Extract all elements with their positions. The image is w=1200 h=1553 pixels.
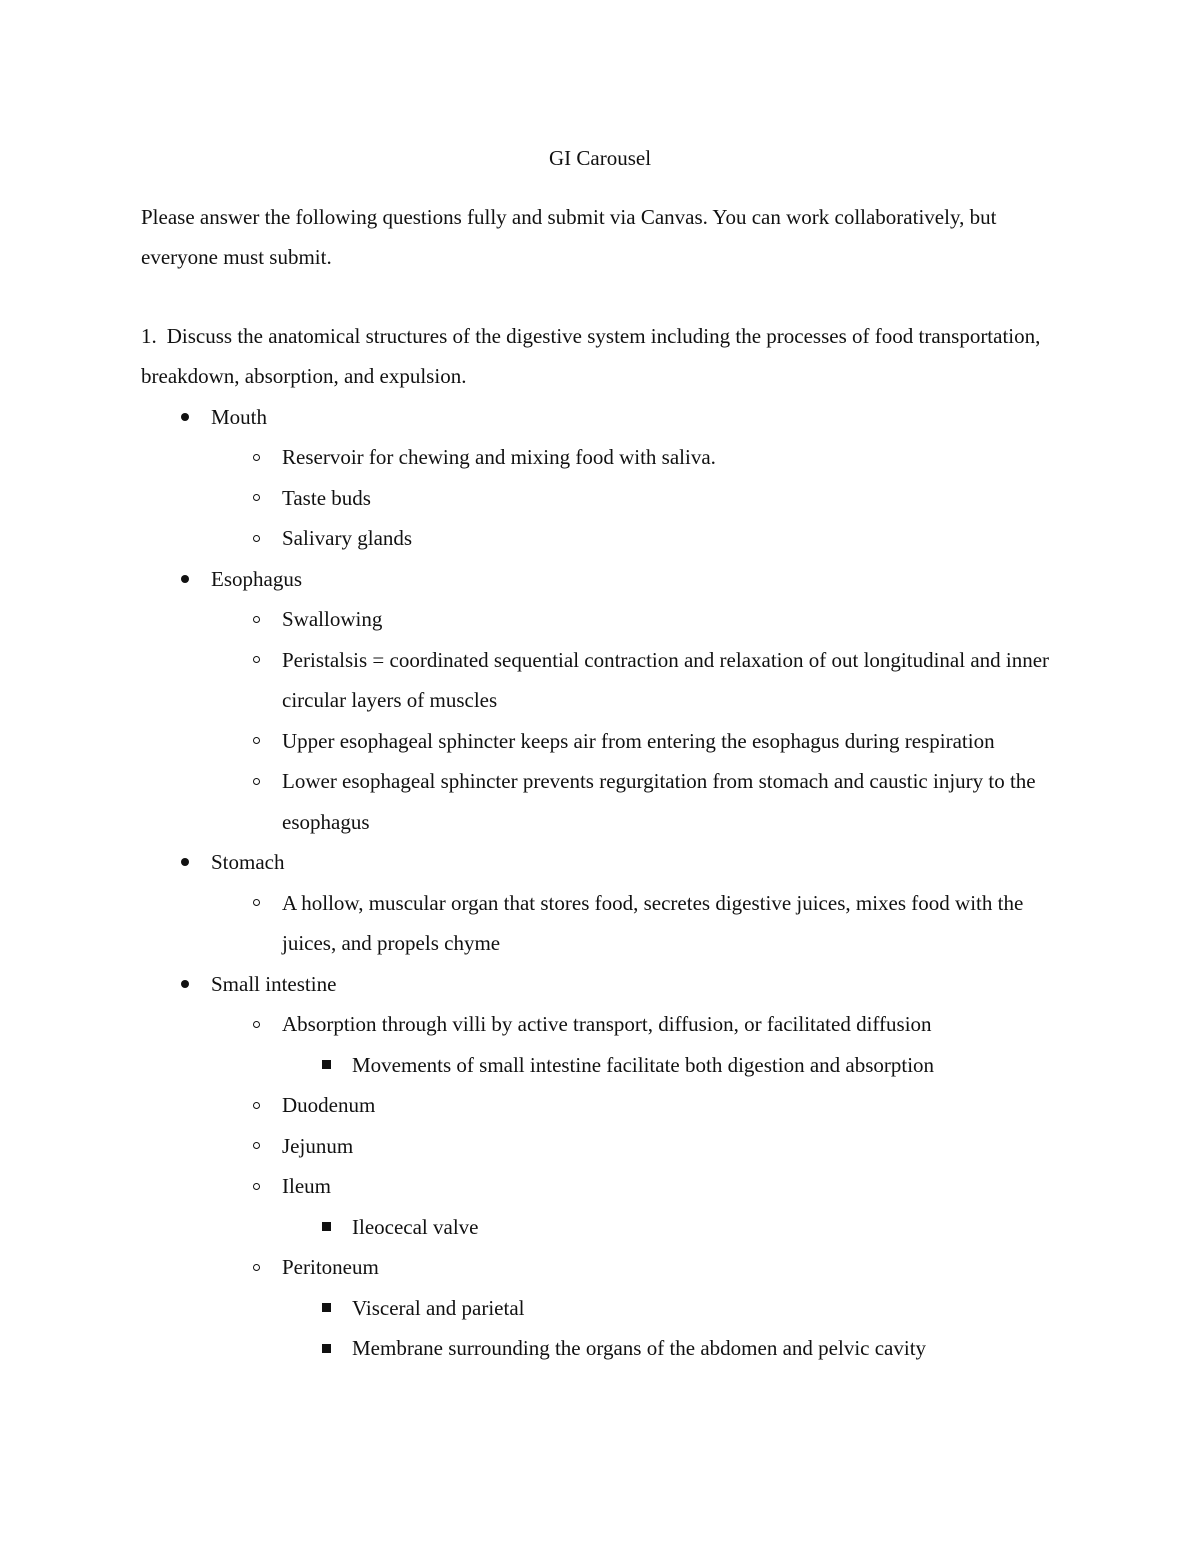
instructions-paragraph: Please answer the following questions fully and submit via Canvas. You can work collaboratively, but everyone must submit.	[141, 204, 997, 269]
disc-bullet-icon	[175, 397, 195, 438]
outline-item-text: Peristalsis = coordinated sequential contraction and relaxation of out longitudinal and inner circular layers of muscles	[282, 647, 1050, 712]
outline-item-text: Swallowing	[282, 607, 383, 631]
circle-bullet-icon-shape	[253, 656, 260, 663]
outline-item-text: Peritoneum	[282, 1255, 379, 1279]
outline-subsublist	[282, 1207, 1061, 1248]
disc-bullet-icon-shape	[181, 858, 189, 866]
outline-item-text: Movements of small intestine facilitate both digestion and absorption	[352, 1052, 935, 1077]
outline-subsubitem	[141, 1328, 1061, 1369]
circle-bullet-icon-shape	[253, 737, 260, 744]
outline-item-text: Esophagus	[211, 566, 302, 591]
square-bullet-icon-shape	[322, 1060, 331, 1069]
outline-subsubitem	[141, 1045, 1061, 1086]
outline-sublist	[211, 883, 1061, 964]
circle-bullet-icon	[246, 721, 266, 762]
circle-bullet-icon-shape	[253, 1183, 260, 1190]
square-bullet-icon	[316, 1288, 336, 1329]
disc-bullet-icon-shape	[181, 980, 189, 988]
square-bullet-icon	[316, 1207, 336, 1248]
circle-bullet-icon-shape	[253, 778, 260, 785]
square-bullet-icon-shape	[322, 1303, 331, 1312]
circle-bullet-icon-shape	[253, 899, 260, 906]
circle-bullet-icon-shape	[253, 454, 260, 461]
outline-item-text: Jejunum	[282, 1133, 354, 1158]
outline-subsublist	[282, 1045, 1061, 1086]
outline-subitem	[141, 1247, 1061, 1369]
outline-item-text: Ileum	[282, 1174, 331, 1198]
disc-bullet-icon	[175, 842, 195, 883]
circle-bullet-icon	[246, 599, 266, 640]
circle-bullet-icon	[246, 1085, 266, 1126]
circle-bullet-icon	[246, 883, 266, 924]
outline-subitem	[141, 599, 1061, 640]
circle-bullet-icon	[246, 1004, 266, 1045]
circle-bullet-icon	[246, 1247, 266, 1288]
outline-section	[141, 559, 1061, 843]
circle-bullet-icon	[246, 761, 266, 802]
outline-section	[141, 397, 1061, 559]
circle-bullet-icon-shape	[253, 1102, 260, 1109]
outline-subitem	[141, 1126, 1061, 1167]
circle-bullet-icon-shape	[253, 1142, 260, 1149]
outline-sublist	[211, 437, 1061, 559]
question-text: Discuss the anatomical structures of the digestive system including the processes of food transportation, breakdown, absorption, and expulsion.	[141, 323, 1041, 388]
outline-item-text: Small intestine	[211, 971, 337, 996]
outline-item-text: Membrane surrounding the organs of the abdomen and pelvic cavity	[352, 1336, 927, 1360]
outline-sublist	[211, 599, 1061, 842]
outline-subsublist	[282, 1288, 1061, 1369]
outline-item-text: Absorption through villi by active transport, diffusion, or facilitated diffusion	[282, 1012, 932, 1036]
outline-subitem	[141, 478, 1061, 519]
disc-bullet-icon	[175, 964, 195, 1005]
outline-item-text: Reservoir for chewing and mixing food with saliva.	[282, 445, 716, 469]
circle-bullet-icon	[246, 437, 266, 478]
answer-outline	[141, 397, 1061, 1369]
circle-bullet-icon	[246, 640, 266, 681]
circle-bullet-icon-shape	[253, 1264, 260, 1271]
outline-item-text: Lower esophageal sphincter prevents regurgitation from stomach and caustic injury to the esophagus	[282, 769, 1036, 834]
circle-bullet-icon-shape	[253, 494, 260, 501]
outline-item-text: Upper esophageal sphincter keeps air from entering the esophagus during respiration	[282, 728, 995, 753]
outline-item-text: Mouth	[211, 404, 268, 429]
outline-item-text: Visceral and parietal	[352, 1295, 525, 1320]
outline-subitem	[141, 1085, 1061, 1126]
question-1	[141, 316, 1061, 397]
outline-subitem	[141, 721, 1061, 762]
outline-subitem	[141, 1004, 1061, 1085]
outline-subsubitem	[141, 1207, 1061, 1248]
outline-item-text: Stomach	[211, 850, 285, 874]
square-bullet-icon	[316, 1045, 336, 1086]
outline-subitem	[141, 640, 1061, 721]
circle-bullet-icon	[246, 518, 266, 559]
circle-bullet-icon	[246, 1126, 266, 1167]
square-bullet-icon-shape	[322, 1222, 331, 1231]
outline-item-text: Taste buds	[282, 485, 371, 510]
outline-subitem	[141, 883, 1061, 964]
disc-bullet-icon	[175, 559, 195, 600]
outline-item-text: A hollow, muscular organ that stores food, secretes digestive juices, mixes food with the juices, and propels chyme	[282, 890, 1024, 955]
document-title: GI Carousel	[548, 146, 652, 170]
outline-sublist	[211, 1004, 1061, 1369]
outline-item-text: Duodenum	[282, 1093, 376, 1117]
outline-item-text: Salivary glands	[282, 526, 413, 550]
question-number: 1.	[141, 323, 157, 348]
outline-section	[141, 842, 1061, 964]
outline-subitem	[141, 1166, 1061, 1247]
outline-subsubitem	[141, 1288, 1061, 1329]
outline-subitem	[141, 437, 1061, 478]
circle-bullet-icon-shape	[253, 616, 260, 623]
disc-bullet-icon-shape	[181, 575, 189, 583]
disc-bullet-icon-shape	[181, 413, 189, 421]
outline-section	[141, 964, 1061, 1369]
document-body	[141, 138, 1061, 1369]
circle-bullet-icon	[246, 1166, 266, 1207]
circle-bullet-icon-shape	[253, 535, 260, 542]
outline-subitem	[141, 518, 1061, 559]
square-bullet-icon	[316, 1328, 336, 1369]
circle-bullet-icon-shape	[253, 1021, 260, 1028]
square-bullet-icon-shape	[322, 1344, 331, 1353]
outline-item-text: Ileocecal valve	[352, 1214, 479, 1239]
outline-subitem	[141, 761, 1061, 842]
circle-bullet-icon	[246, 478, 266, 519]
